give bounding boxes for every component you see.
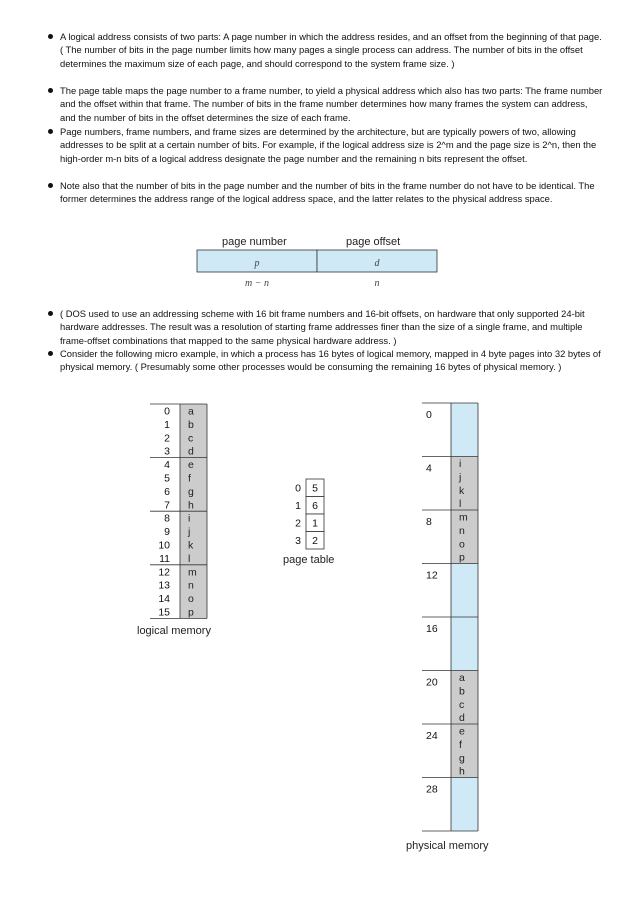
frame-number: 5	[312, 482, 318, 495]
logical-address: 12	[158, 566, 170, 579]
logical-address: 14	[158, 593, 170, 606]
logical-byte: j	[188, 526, 191, 539]
physical-byte: j	[459, 471, 462, 484]
bullet-dos: ( DOS used to use an addressing scheme with 16 bit frame numbers and 16-bit offsets, on hardware that only supported 24-bit hardware addresses. The result was a resolution of starting frame addresses finer than the size of a single frame, and multiple frame-offset combinations that mapped to the same physical hardware address. )	[60, 307, 605, 347]
m-minus-n-label: m − n	[245, 278, 269, 289]
page-number-label: page number	[222, 236, 287, 248]
physical-memory-caption: physical memory	[406, 840, 489, 852]
frame-address: 24	[426, 730, 438, 742]
logical-byte: c	[188, 432, 194, 445]
bullet-page-table: The page table maps the page number to a frame number, to yield a physical address which also has two parts: The frame number and the offset within that frame. The number of bits in the frame number determines how many frames the system can address, and the number of bits in the offset determines the size of each frame.	[60, 84, 605, 124]
page-table-caption: page table	[283, 554, 335, 566]
physical-byte: o	[459, 538, 465, 551]
logical-memory-caption: logical memory	[137, 625, 211, 637]
logical-byte: d	[188, 445, 194, 458]
logical-byte: e	[188, 459, 194, 472]
frame-number: 1	[312, 517, 318, 530]
physical-byte: k	[459, 484, 465, 497]
frame-address: 16	[426, 623, 438, 635]
physical-byte: a	[459, 672, 465, 684]
page-index: 1	[295, 500, 301, 512]
logical-byte: o	[188, 593, 194, 606]
physical-byte: g	[459, 752, 465, 765]
logical-byte: l	[188, 552, 191, 565]
physical-byte: h	[459, 765, 465, 778]
logical-address: 11	[159, 552, 170, 565]
physical-byte: n	[459, 524, 465, 537]
logical-address: 4	[164, 459, 170, 472]
logical-byte: b	[188, 418, 194, 431]
logical-address: 15	[158, 606, 170, 619]
logical-byte: i	[188, 512, 191, 525]
physical-byte: f	[459, 738, 462, 751]
logical-address: 7	[164, 499, 170, 512]
logical-byte: k	[188, 539, 194, 552]
logical-byte: f	[188, 472, 191, 485]
logical-address: 9	[164, 526, 170, 539]
logical-address: 8	[164, 512, 170, 525]
frame-number: 2	[312, 535, 318, 547]
physical-byte: p	[459, 551, 465, 564]
frame-address: 8	[426, 516, 432, 528]
frame-address: 4	[426, 462, 432, 475]
logical-address: 10	[158, 539, 170, 552]
logical-byte: h	[188, 499, 194, 512]
logical-address: 1	[164, 418, 170, 431]
frame-address: 12	[426, 569, 438, 582]
physical-byte: d	[459, 712, 465, 725]
bullet-logical-address: A logical address consists of two parts: A page number in which the address resides, and an offset from the beginning of that page. ( The number of bits in the page number limits how many pages a single process can address. The number of bits in the offset determines the maximum size of each page, and should correspond to the system frame size. )	[60, 30, 605, 70]
physical-byte: c	[459, 698, 465, 711]
physical-byte: m	[459, 511, 468, 524]
logical-address: 3	[164, 445, 170, 458]
physical-byte: l	[459, 498, 462, 511]
page-index: 0	[295, 482, 301, 495]
frame-address: 20	[426, 676, 438, 689]
page-offset-label: page offset	[346, 236, 401, 248]
d-symbol: d	[374, 258, 380, 269]
logical-address: 6	[164, 485, 170, 498]
frame-number: 6	[312, 500, 318, 512]
frame-address: 0	[426, 409, 432, 421]
p-symbol: p	[254, 258, 260, 269]
page-index: 3	[295, 535, 301, 547]
logical-byte: m	[188, 566, 197, 579]
logical-byte: a	[188, 405, 194, 418]
logical-address: 5	[164, 472, 170, 485]
page-index: 2	[295, 517, 301, 530]
physical-byte: i	[459, 458, 462, 470]
occupied-frame	[451, 457, 478, 511]
frame-address: 28	[426, 783, 438, 796]
logical-address: 2	[164, 432, 170, 445]
bullet-note: Note also that the number of bits in the page number and the number of bits in the frame number do not have to be identical. The former determines the address range of the logical address space, and the latter relates to the physical address space.	[60, 179, 605, 206]
bullet-micro-example: Consider the following micro example, in which a process has 16 bytes of logical memory, mapped in 4 byte pages into 32 bytes of physical memory. ( Presumably some other processes would be consuming the remaining 16 bytes of physical memory. )	[60, 347, 605, 374]
logical-address: 0	[164, 405, 170, 418]
logical-byte: g	[188, 485, 194, 498]
physical-byte: e	[459, 725, 465, 738]
n-label: n	[374, 278, 380, 289]
physical-byte: b	[459, 685, 465, 698]
logical-byte: n	[188, 579, 194, 592]
logical-byte: p	[188, 606, 194, 619]
logical-address: 13	[158, 579, 170, 592]
bullet-page-numbers: Page numbers, frame numbers, and frame sizes are determined by the architecture, but are typically powers of two, allowing addresses to be split at a certain number of bits. For example, if the logical address size is 2^m and the page size is 2^n, then the high-order m-n bits of a logical address designate the page number and the remaining n bits represent the offset.	[60, 125, 605, 165]
